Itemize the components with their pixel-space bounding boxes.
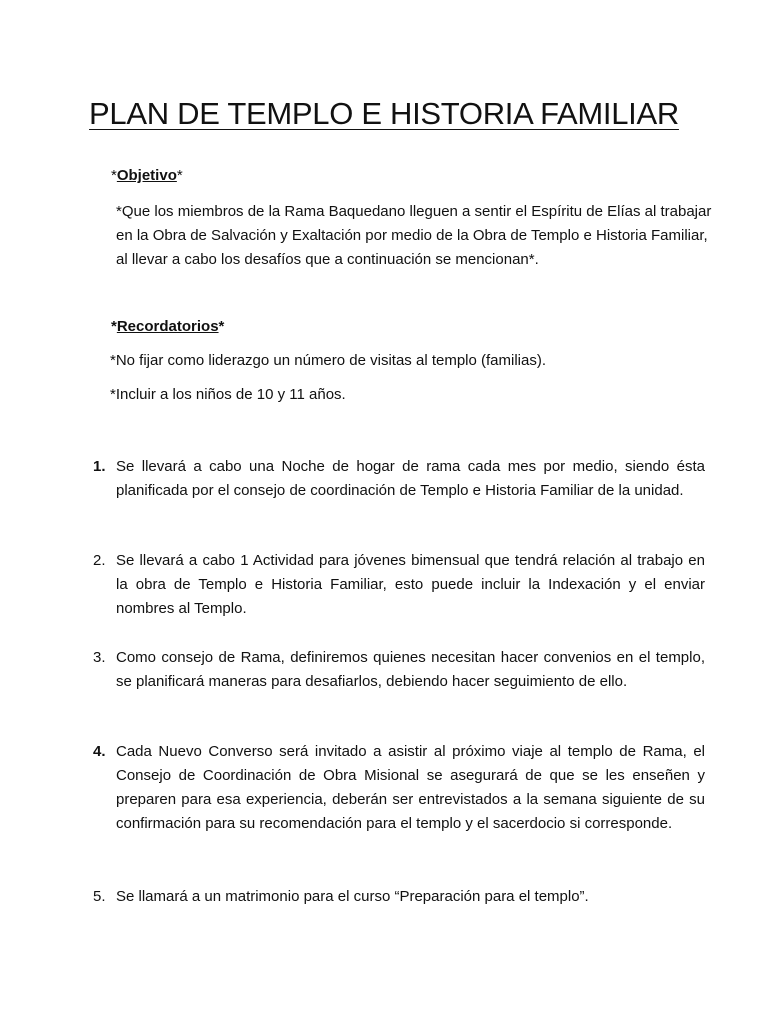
list-item-number: 5. bbox=[93, 888, 106, 905]
objective-text: *Que los miembros de la Rama Baquedano lleguen a sentir el Espíritu de Elías al trabajar en la Obra de Salvación y Exaltación por medio de la Obra de Templo e Historia Familiar, al llevar a cabo los desafíos que a continuación se mencionan*. bbox=[116, 203, 712, 268]
list-item-number: 4. bbox=[93, 743, 106, 760]
objective-heading-suffix: * bbox=[176, 167, 183, 184]
list-item-text: Se llevará a cabo 1 Actividad para jóvenes bimensual que tendrá relación al trabajo en la obra de Templo e Historia Familiar, esto puede incluir la Indexación y el enviar nombres al Templo. bbox=[116, 552, 705, 617]
objective-heading-label: Objetivo bbox=[116, 167, 177, 184]
list-item bbox=[93, 549, 705, 621]
list-item bbox=[93, 646, 705, 694]
list-item bbox=[93, 455, 705, 503]
list-item bbox=[93, 885, 705, 909]
objective-heading-prefix: * bbox=[111, 167, 117, 184]
reminders-heading-prefix: * bbox=[111, 318, 117, 335]
reminder-item: *No fijar como liderazgo un número de visitas al templo (familias). bbox=[110, 352, 547, 369]
objective-heading bbox=[111, 166, 183, 186]
list-item-text: Se llevará a cabo una Noche de hogar de rama cada mes por medio, siendo ésta planificada por el consejo de coordinación de Templo e Historia Familiar de la unidad. bbox=[116, 458, 705, 499]
document-title: PLAN DE TEMPLO E HISTORIA FAMILIAR bbox=[89, 96, 679, 131]
list-item bbox=[93, 740, 705, 836]
list-item-number: 3. bbox=[93, 649, 106, 666]
reminder-item: *Incluir a los niños de 10 y 11 años. bbox=[110, 386, 346, 403]
list-item-number: 1. bbox=[93, 458, 106, 475]
reminders-heading-label: Recordatorios bbox=[116, 318, 219, 335]
reminders-heading-suffix: * bbox=[218, 318, 225, 335]
list-item-text: Cada Nuevo Converso será invitado a asistir al próximo viaje al templo de Rama, el Consejo de Coordinación de Obra Misional se asegurará de que se les enseñen y preparen para esa experiencia, deberán ser entrevistados a la semana siguiente de su confirmación para su recomendación para el templo y el sacerdocio si corresponde. bbox=[116, 743, 705, 832]
reminders-heading bbox=[111, 317, 224, 337]
list-item-number: 2. bbox=[93, 552, 106, 569]
list-item-text: Se llamará a un matrimonio para el curso “Preparación para el templo”. bbox=[116, 888, 589, 905]
list-item-text: Como consejo de Rama, definiremos quienes necesitan hacer convenios en el templo, se planificará maneras para desafiarlos, debiendo hacer seguimiento de ello. bbox=[116, 649, 705, 690]
